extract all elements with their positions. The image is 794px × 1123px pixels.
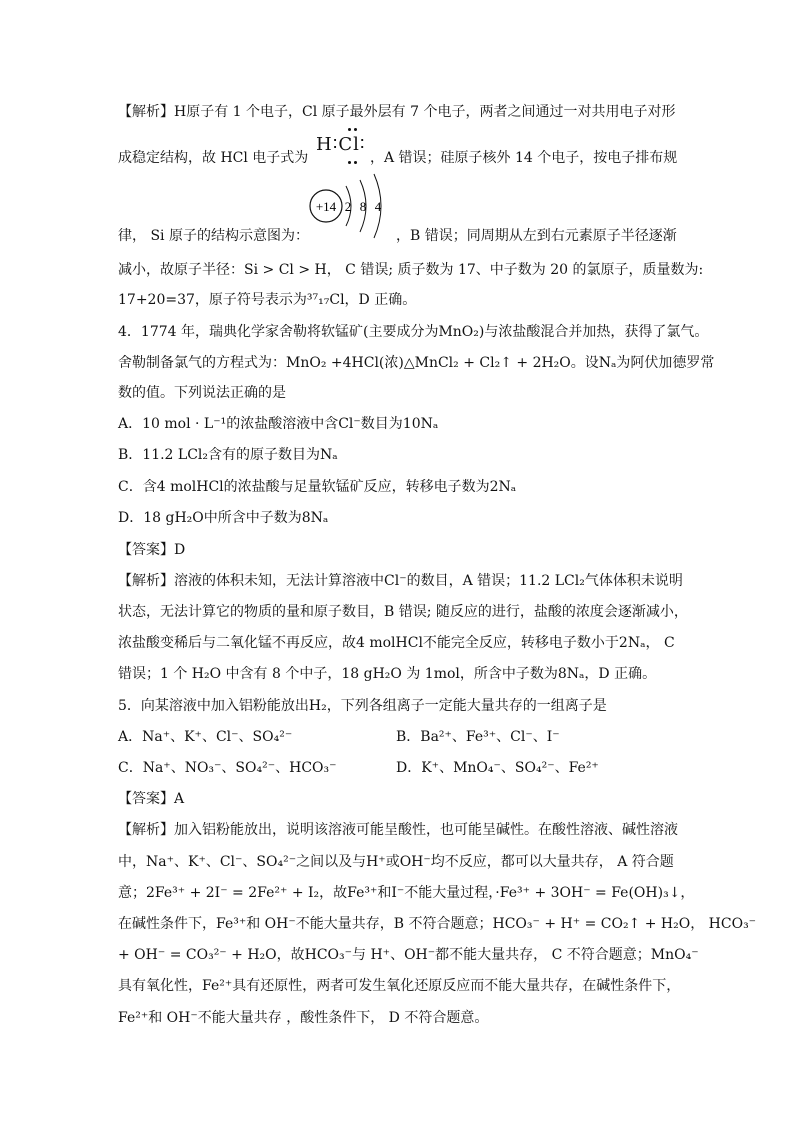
si-atom-svg xyxy=(306,172,396,242)
explanation-3-line-3a: 律， Si 原子的结构示意图为： xyxy=(118,228,309,244)
question-4-option-a: A．10 mol · L⁻¹的浓盐酸溶液中含Cl⁻数目为10Nₐ xyxy=(118,416,439,432)
question-4-line-1: 4．1774 年，瑞典化学家舍勒将软锰矿(主要成分为MnO₂)与浓盐酸混合并加热，获得了氯气。 xyxy=(118,324,709,340)
explanation-5-line-2: 中，Na⁺、K⁺、Cl⁻、SO₄²⁻之间以及与H⁺或OH⁻均不反应，都可以大量共存， A 符合题 xyxy=(118,854,674,870)
electron-dot xyxy=(354,128,357,131)
explanation-3-line-2b: ，A 错误；硅原子核外 14 个电子，按电子排布规 xyxy=(370,150,678,166)
explanation-4-line-1: 【解析】溶液的体积未知，无法计算溶液中Cl⁻的数目，A 错误；11.2 LCl₂气体体积未说明 xyxy=(118,573,683,589)
question-4-line-2: 舍勒制备氯气的方程式为：MnO₂ +4HCl(浓)△MnCl₂ + Cl₂↑ + 2H₂O。设Nₐ为阿伏加德罗常 xyxy=(118,355,715,371)
question-4-option-c: C．含4 molHCl的浓盐酸与足量软锰矿反应，转移电子数为2Nₐ xyxy=(118,479,517,495)
shell-1-count: 2 xyxy=(344,199,352,214)
explanation-5-line-5: + OH⁻ = CO₃²⁻ + H₂O，故HCO₃⁻与 H⁺、OH⁻都不能大量共存， C 不符合题意；MnO₄⁻ xyxy=(118,947,699,963)
explanation-3-line-4: 减小，故原子半径：Si > Cl > H， C 错误; 质子数为 17、中子数为 20 的氯原子，质量数为: xyxy=(118,262,704,278)
explanation-4-line-3: 浓盐酸变稀后与二氧化锰不再反应，故4 molHCl不能完全反应，转移电子数小于2Nₐ， C xyxy=(118,635,675,651)
explanation-5-line-7: Fe²⁺和 OH⁻不能大量共存 ，酸性条件下， D 不符合题意。 xyxy=(118,1010,489,1026)
explanation-3-line-3b: ，B 错误；同周期从左到右元素原子半径逐渐 xyxy=(396,228,677,244)
question-5-option-a: A．Na⁺、K⁺、Cl⁻、SO₄²⁻ xyxy=(118,729,293,745)
question-5-answer: 【答案】A xyxy=(118,791,185,807)
question-5-option-b: B．Ba²⁺、Fe³⁺、Cl⁻、I⁻ xyxy=(396,729,560,745)
hcl-lewis-structure xyxy=(316,128,376,168)
explanation-5-line-4: 在碱性条件下，Fe³⁺和 OH⁻不能大量共存，B 不符合题意；HCO₃⁻ + H⁺ = CO₂↑ + H₂O， HCO₃⁻ xyxy=(118,916,757,932)
explanation-4-line-4: 错误；1 个 H₂O 中含有 8 个中子，18 gH₂O 为 1mol，所含中子数为8Nₐ，D 正确。 xyxy=(118,666,657,682)
question-5-option-c: C．Na⁺、NO₃⁻、SO₄²⁻、HCO₃⁻ xyxy=(118,760,337,776)
question-4-option-b: B．11.2 LCl₂含有的原子数目为Nₐ xyxy=(118,447,338,463)
explanation-3-line-2a: 成稳定结构，故 HCl 电子式为 xyxy=(118,150,309,166)
shell-3-count: 4 xyxy=(374,199,382,214)
question-4-answer: 【答案】D xyxy=(118,542,186,558)
nucleus-label: +14 xyxy=(315,199,337,214)
explanation-5-line-1: 【解析】加入铝粉能放出，说明该溶液可能呈酸性，也可能呈碱性。在酸性溶液、碱性溶液 xyxy=(118,822,678,838)
si-atom-structure-diagram xyxy=(306,172,396,242)
question-4-line-3: 数的值。下列说法正确的是 xyxy=(118,385,286,401)
question-5-line-1: 5．向某溶液中加入铝粉能放出H₂，下列各组离子一定能大量共存的一组离子是 xyxy=(118,698,607,714)
explanation-3-line-5: 17+20=37，原子符号表示为³⁷₁₇Cl，D 正确。 xyxy=(118,292,417,308)
explanation-5-line-6: 具有氧化性，Fe²⁺具有还原性，两者可发生氧化还原反应而不能大量共存，在碱性条件下， xyxy=(118,978,681,994)
explanation-3-line-1: 【解析】H原子有 1 个电子，Cl 原子最外层有 7 个电子，两者之间通过一对共用电子对形 xyxy=(118,104,676,120)
shell-2-count: 8 xyxy=(359,199,367,214)
question-4-option-d: D．18 gH₂O中所含中子数为8Nₐ xyxy=(118,510,329,526)
electron-dot xyxy=(354,161,357,164)
explanation-4-line-2: 状态，无法计算它的物质的量和原子数目，B 错误; 随反应的进行，盐酸的浓度会逐渐减小， xyxy=(118,604,688,620)
lewis-formula: H∶Cl∶ xyxy=(316,134,366,155)
electron-dot xyxy=(348,128,351,131)
explanation-5-line-3: 意；2Fe³⁺ + 2I⁻ = 2Fe²⁺ + I₂，故Fe³⁺和I⁻不能大量过程，·Fe³⁺ + 3OH⁻ = Fe(OH)₃↓， xyxy=(118,885,695,901)
electron-dot xyxy=(348,161,351,164)
question-5-option-d: D．K⁺、MnO₄⁻、SO₄²⁻、Fe²⁺ xyxy=(396,760,599,776)
